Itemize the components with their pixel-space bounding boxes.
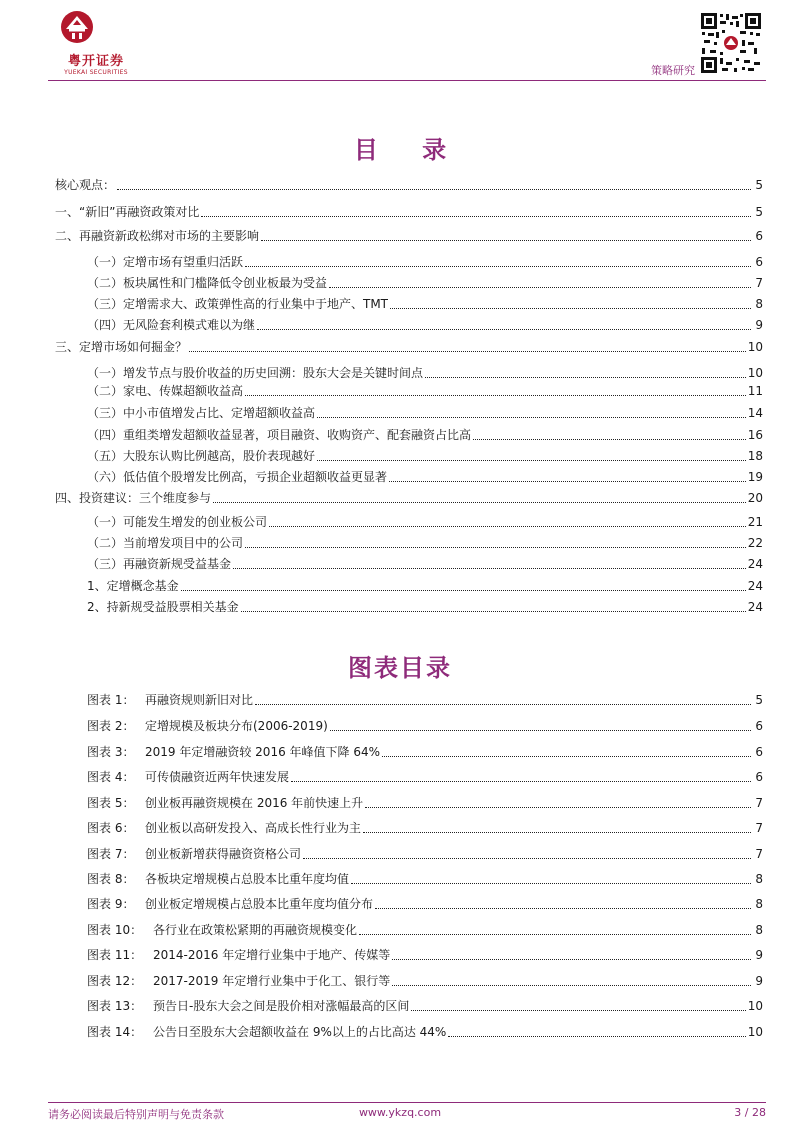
figure-item-page: 7: [755, 821, 763, 835]
figure-item[interactable]: [87, 1024, 763, 1040]
toc-item-page: 19: [747, 470, 763, 484]
footer-disclaimer: 请务必阅读最后特别声明与免责条款: [48, 1108, 224, 1121]
toc-leader: [317, 417, 746, 418]
toc-item[interactable]: [87, 535, 763, 551]
figure-item-text: 创业板再融资规模在 2016 年前快速上升: [145, 796, 364, 810]
toc-item[interactable]: [87, 599, 763, 615]
toc-item-label: （三）中小市值增发占比、定增超额收益高: [87, 406, 316, 420]
toc-item-page: 5: [755, 178, 763, 192]
toc-leader: [201, 216, 751, 217]
figure-item-label: 图表 2：: [87, 719, 135, 733]
toc-leader: [241, 611, 746, 612]
toc-item[interactable]: [87, 448, 763, 464]
toc-item-page: 20: [747, 491, 763, 505]
toc-item[interactable]: [87, 427, 763, 443]
figure-item-page: 10: [747, 999, 763, 1013]
toc-item-page: 22: [747, 536, 763, 550]
toc-item[interactable]: [55, 204, 763, 220]
figure-leader: [255, 704, 751, 705]
figure-item-page: 6: [755, 745, 763, 759]
toc-leader: [213, 502, 746, 503]
qr-code-icon: [700, 12, 762, 74]
figure-item-text: 公告日至股东大会超额收益在 9%以上的占比高达 44%: [153, 1025, 447, 1039]
figure-item[interactable]: [87, 769, 763, 785]
figure-item-page: 6: [755, 719, 763, 733]
figure-item-label: 图表 7：: [87, 847, 135, 861]
toc-item-page: 21: [747, 515, 763, 529]
figure-item[interactable]: [87, 820, 763, 836]
yuekai-logo-icon: [60, 10, 94, 44]
figure-item-label: 图表 12：: [87, 974, 143, 988]
toc-item-label: （二）板块属性和门槛降低令创业板最为受益: [87, 276, 328, 290]
figure-leader: [375, 908, 751, 909]
toc-item-label: （一）可能发生增发的创业板公司: [87, 515, 268, 529]
figure-item-page: 8: [755, 872, 763, 886]
figure-item-text: 可传债融资近两年快速发展: [145, 770, 290, 784]
toc-item[interactable]: [87, 254, 763, 270]
toc-leader: [245, 395, 746, 396]
figure-leader: [330, 730, 751, 731]
toc-leader: [257, 329, 751, 330]
figure-item-label: 图表 9：: [87, 897, 135, 911]
figure-leader: [365, 807, 751, 808]
figure-item-text: 2019 年定增融资较 2016 年峰值下降 64%: [145, 745, 381, 759]
figure-item[interactable]: [87, 973, 763, 989]
figure-item-page: 9: [755, 948, 763, 962]
toc-item-label: 四、投资建议：三个维度参与: [55, 491, 212, 505]
report-category: 策略研究: [651, 64, 695, 77]
toc-item[interactable]: [55, 490, 763, 506]
toc-leader: [245, 547, 746, 548]
figure-item[interactable]: [87, 744, 763, 760]
figure-item-page: 7: [755, 847, 763, 861]
toc-item-page: 6: [755, 229, 763, 243]
company-logo: [60, 10, 132, 76]
figure-item-label: 图表 8：: [87, 872, 135, 886]
figure-item[interactable]: [87, 846, 763, 862]
figure-item[interactable]: [87, 718, 763, 734]
figure-item-text: 各行业在政策松紧期的再融资规模变化: [153, 923, 358, 937]
figure-item-page: 7: [755, 796, 763, 810]
toc-item[interactable]: [87, 514, 763, 530]
figure-item-label: 图表 14：: [87, 1025, 143, 1039]
figure-item-page: 6: [755, 770, 763, 784]
toc-leader: [233, 568, 746, 569]
toc-item[interactable]: [87, 383, 763, 399]
toc-item-label: 一、“新旧”再融资政策对比: [55, 205, 200, 219]
toc-item-label: 二、再融资新政松绑对市场的主要影响: [55, 229, 260, 243]
toc-item-page: 10: [747, 340, 763, 354]
figure-item-label: 图表 6：: [87, 821, 135, 835]
toc-item-page: 24: [747, 557, 763, 571]
figure-item-text: 2014-2016 年定增行业集中于地产、传媒等: [153, 948, 391, 962]
figure-item-page: 8: [755, 923, 763, 937]
toc-item[interactable]: [55, 339, 763, 355]
toc-item-label: （一）增发节点与股价收益的历史回溯：股东大会是关键时间点: [87, 366, 424, 380]
figure-leader: [363, 832, 751, 833]
figure-item[interactable]: [87, 998, 763, 1014]
figure-item-text: 创业板新增获得融资资格公司: [145, 847, 302, 861]
figure-leader: [382, 756, 751, 757]
toc-item[interactable]: [87, 405, 763, 421]
toc-item-page: 24: [747, 579, 763, 593]
figure-item-text: 再融资规则新旧对比: [145, 693, 254, 707]
figure-item[interactable]: [87, 871, 763, 887]
toc-item-label: （五）大股东认购比例越高，股价表现越好: [87, 449, 316, 463]
figure-item-text: 创业板以高研发投入、高成长性行业为主: [145, 821, 362, 835]
toc-item-label: （四）重组类增发超额收益显著，项目融资、收购资产、配套融资占比高: [87, 428, 472, 442]
toc-item-label: 2、持新规受益股票相关基金: [87, 600, 239, 614]
toc-item-page: 7: [755, 276, 763, 290]
toc-item-label: （三）再融资新规受益基金: [87, 557, 232, 571]
logo-name: 粤开证券: [67, 54, 124, 69]
toc-leader: [189, 351, 746, 352]
toc-item-label: （六）低估值个股增发比例高，亏损企业超额收益更显著: [87, 470, 388, 484]
figure-item-label: 图表 3：: [87, 745, 135, 759]
figure-item-label: 图表 11：: [87, 948, 143, 962]
toc-item-page: 10: [747, 366, 763, 380]
toc-item-page: 8: [755, 297, 763, 311]
toc-item[interactable]: [55, 177, 763, 193]
toc-item-label: （二）家电、传媒超额收益高: [87, 384, 244, 398]
figure-item-page: 9: [755, 974, 763, 988]
toc-item-page: 16: [747, 428, 763, 442]
toc-leader: [473, 439, 746, 440]
toc-leader: [269, 526, 746, 527]
toc-item-label: （三）定增需求大、政策弹性高的行业集中于地产、TMT: [87, 297, 389, 311]
toc-item[interactable]: [87, 296, 763, 312]
toc-item-page: 5: [755, 205, 763, 219]
toc-item-label: （四）无风险套利模式难以为继: [87, 318, 256, 332]
toc-leader: [317, 460, 746, 461]
toc-leader: [389, 481, 746, 482]
toc-leader: [390, 308, 751, 309]
figure-leader: [448, 1036, 745, 1037]
figure-item[interactable]: [87, 896, 763, 912]
toc-item-label: 核心观点：: [55, 178, 116, 192]
figure-item-page: 8: [755, 897, 763, 911]
toc-leader: [329, 287, 751, 288]
header-divider: [48, 80, 766, 81]
toc-leader: [117, 189, 751, 190]
logo-name-en: YUEKAI SECURITIES: [64, 69, 128, 76]
figure-item-label: 图表 5：: [87, 796, 135, 810]
figure-item-text: 创业板定增规模占总股本比重年度均值分布: [145, 897, 374, 911]
toc-item-label: 1、定增概念基金: [87, 579, 179, 593]
toc-item[interactable]: [87, 578, 763, 594]
toc-item[interactable]: [87, 317, 763, 333]
figure-item-label: 图表 4：: [87, 770, 135, 784]
page-indicator: 3 / 28: [734, 1106, 766, 1119]
toc-item-page: 6: [755, 255, 763, 269]
figure-item-text: 各板块定增规模占总股本比重年度均值: [145, 872, 350, 886]
figure-leader: [411, 1010, 745, 1011]
toc-item-page: 11: [747, 384, 763, 398]
toc-item-page: 24: [747, 600, 763, 614]
figure-item-label: 图表 1：: [87, 693, 135, 707]
toc-leader: [245, 266, 751, 267]
toc-item-label: 三、定增市场如何掘金？: [55, 340, 188, 354]
toc-item-page: 14: [747, 406, 763, 420]
figure-item[interactable]: [87, 692, 763, 708]
figure-item-text: 预告日-股东大会之间是股价相对涨幅最高的区间: [153, 999, 410, 1013]
toc-leader: [425, 377, 746, 378]
figure-leader: [392, 985, 751, 986]
figure-item-page: 5: [755, 693, 763, 707]
toc-item-label: （二）当前增发项目中的公司: [87, 536, 244, 550]
figure-item-label: 图表 10：: [87, 923, 143, 937]
toc-item[interactable]: [87, 275, 763, 291]
figure-leader: [359, 934, 751, 935]
toc-leader: [261, 240, 751, 241]
figure-item[interactable]: [87, 922, 763, 938]
toc-item-label: （一）定增市场有望重归活跃: [87, 255, 244, 269]
figure-leader: [303, 858, 751, 859]
figure-leader: [351, 883, 751, 884]
toc-item[interactable]: [87, 556, 763, 572]
figure-item[interactable]: [87, 947, 763, 963]
toc-item-page: 9: [755, 318, 763, 332]
figure-item-text: 定增规模及板块分布(2006-2019): [145, 719, 328, 733]
toc-item-page: 18: [747, 449, 763, 463]
toc-leader: [181, 590, 746, 591]
figure-item[interactable]: [87, 795, 763, 811]
figure-item-text: 2017-2019 年定增行业集中于化工、银行等: [153, 974, 391, 988]
figure-item-page: 10: [747, 1025, 763, 1039]
toc-item[interactable]: [87, 469, 763, 485]
toc-item[interactable]: [55, 228, 763, 244]
figure-item-label: 图表 13：: [87, 999, 143, 1013]
figure-leader: [392, 959, 751, 960]
figure-leader: [291, 781, 751, 782]
footer-divider: [48, 1102, 766, 1103]
toc-title: 目 录: [353, 135, 465, 164]
toc-item[interactable]: [87, 365, 763, 381]
figures-title: 图表目录: [348, 653, 452, 682]
footer-website[interactable]: www.ykzq.com: [358, 1106, 442, 1119]
